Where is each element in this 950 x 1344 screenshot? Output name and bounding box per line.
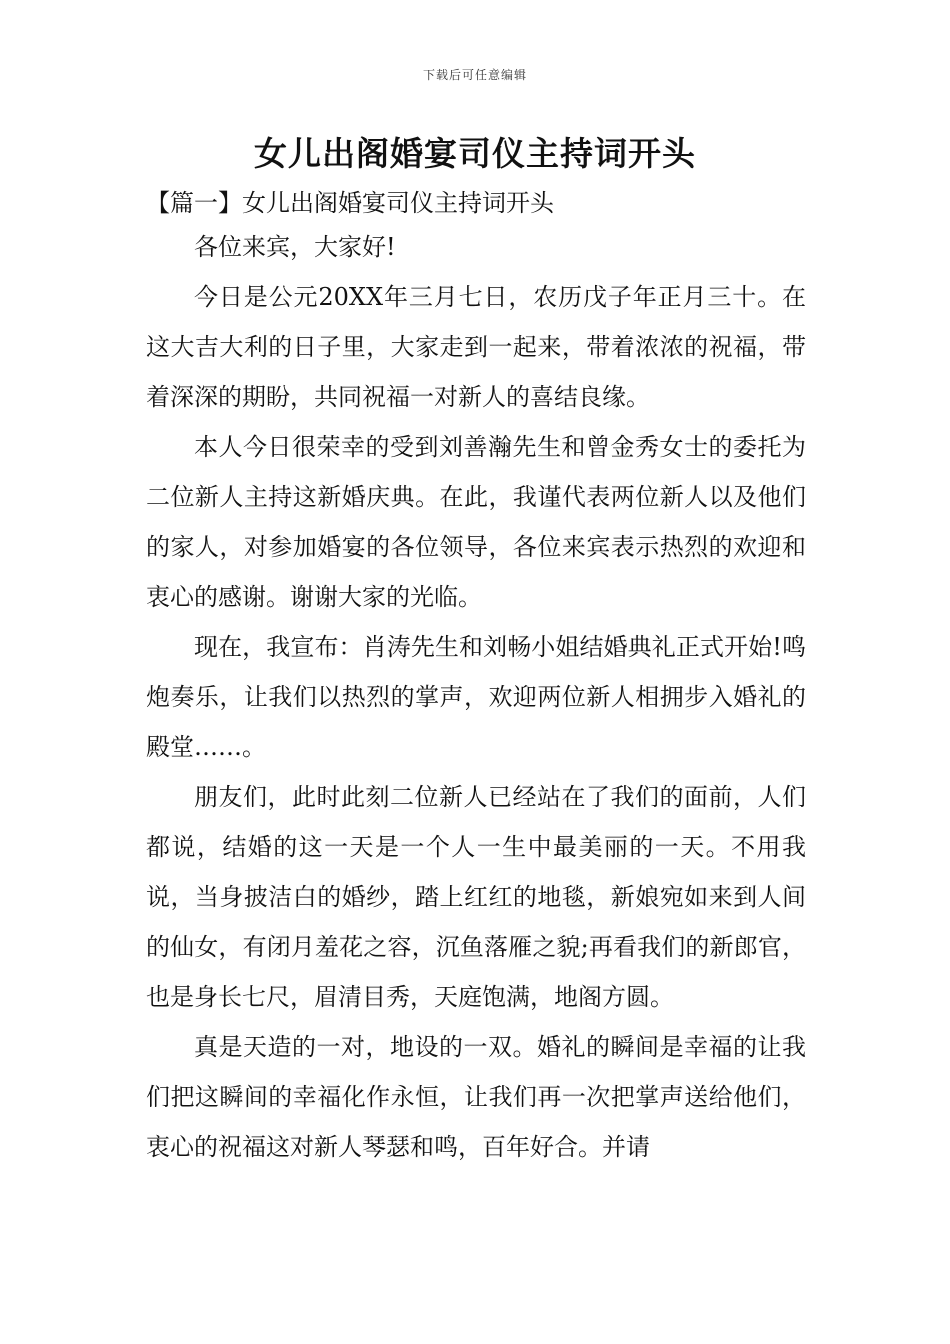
paragraph-blessing: 真是天造的一对，地设的一双。婚礼的瞬间是幸福的让我们把这瞬间的幸福化作永恒，让我们再一次把掌声送给他们，衷心的祝福这对新人琴瑟和鸣，百年好合。并请 — [146, 1033, 806, 1161]
header-note: 下载后可任意编辑 — [422, 68, 527, 82]
paragraph-greeting: 各位来宾，大家好! — [194, 233, 396, 261]
paragraph-ceremony-start: 现在，我宣布：肖涛先生和刘畅小姐结婚典礼正式开始!鸣炮奏乐，让我们以热烈的掌声，欢迎两位新人相拥步入婚礼的殿堂……。 — [146, 633, 806, 761]
paragraph-date: 今日是公元20XX年三月七日，农历戊子年正月三十。在这大吉大利的日子里，大家走到一起来，带着浓浓的祝福，带着深深的期盼，共同祝福一对新人的喜结良缘。 — [146, 283, 806, 411]
document-body — [146, 222, 806, 1172]
section-heading: 【篇一】女儿出阁婚宴司仪主持词开头 — [146, 189, 554, 217]
paragraph-couple-description: 朋友们，此时此刻二位新人已经站在了我们的面前，人们都说，结婚的这一天是一个人一生中最美丽的一天。不用我说，当身披洁白的婚纱，踏上红红的地毯，新娘宛如来到人间的仙女，有闭月羞花之容，沉鱼落雁之貌;再看我们的新郎官，也是身长七尺，眉清目秀，天庭饱满，地阁方圆。 — [146, 783, 806, 1011]
document-title: 女儿出阁婚宴司仪主持词开头 — [254, 134, 696, 173]
paragraph-host-intro: 本人今日很荣幸的受到刘善瀚先生和曾金秀女士的委托为二位新人主持这新婚庆典。在此，我谨代表两位新人以及他们的家人，对参加婚宴的各位领导，各位来宾表示热烈的欢迎和衷心的感谢。谢谢大家的光临。 — [146, 433, 806, 611]
